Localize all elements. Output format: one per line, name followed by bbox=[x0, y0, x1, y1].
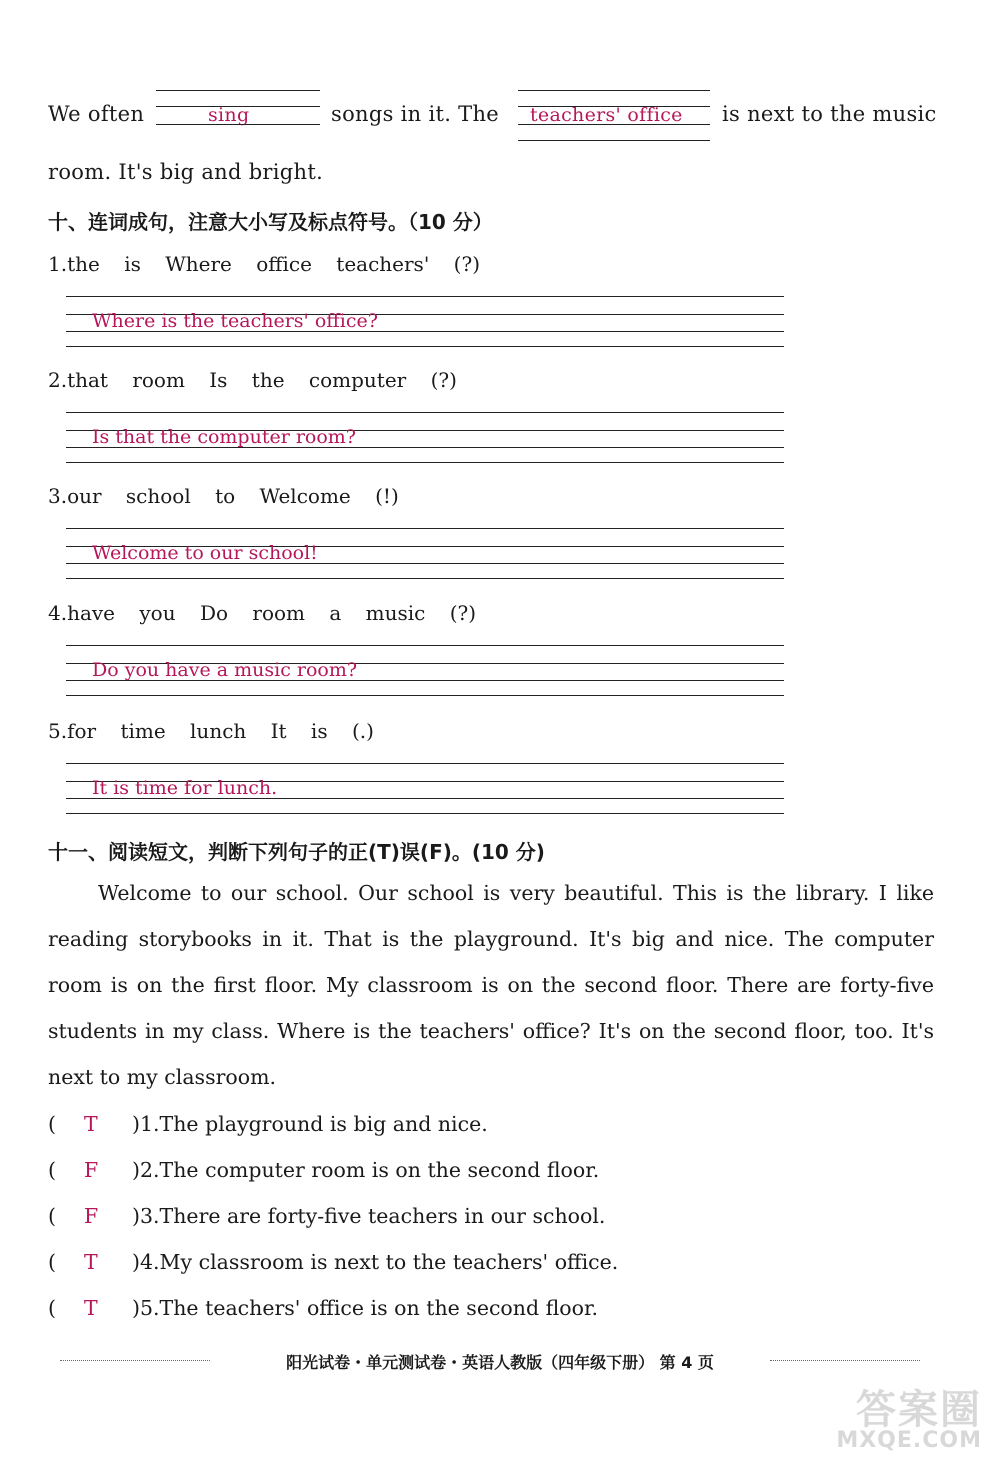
writing-line bbox=[66, 813, 784, 814]
tf-answer-3: F bbox=[84, 1204, 99, 1228]
writing-line bbox=[66, 563, 784, 564]
section10-answer-5: It is time for lunch. bbox=[92, 777, 278, 799]
tf-answer-5: T bbox=[84, 1296, 98, 1320]
tf-item-1 bbox=[48, 1112, 488, 1136]
tf-text-3: )3.There are forty-five teachers in our school. bbox=[132, 1204, 606, 1228]
page-footer: 阳光试卷・单元测试卷・英语人教版（四年级下册） 第 4 页 bbox=[286, 1353, 714, 1372]
footer-dots-right bbox=[770, 1360, 920, 1361]
writing-line bbox=[66, 578, 784, 579]
blank1-base-line bbox=[156, 124, 320, 125]
top-text-part2: songs in it. The bbox=[331, 102, 500, 126]
top-text-line2: room. It's big and bright. bbox=[48, 160, 324, 184]
section10-prompt-2: 2.that room Is the computer (?) bbox=[48, 368, 457, 392]
section10-prompt-1: 1.the is Where office teachers' (?) bbox=[48, 252, 481, 276]
tf-paren: ( T bbox=[48, 1250, 98, 1274]
tf-paren: ( F bbox=[48, 1158, 99, 1182]
section11-heading: 十一、阅读短文，判断下列句子的正(T)误(F)。(10 分) bbox=[48, 840, 545, 864]
tf-item-5 bbox=[48, 1296, 598, 1320]
writing-line bbox=[66, 462, 784, 463]
section10-answer-1: Where is the teachers' office? bbox=[92, 310, 378, 332]
tf-item-2 bbox=[48, 1158, 599, 1182]
tf-text-4: )4.My classroom is next to the teachers' office. bbox=[132, 1250, 619, 1274]
section10-prompt-3: 3.our school to Welcome (!) bbox=[48, 484, 399, 508]
section10-heading: 十、连词成句，注意大小写及标点符号。（10 分） bbox=[48, 210, 493, 234]
watermark-url: MXQE.COM bbox=[836, 1428, 982, 1453]
blank1-answer: sing bbox=[208, 104, 250, 126]
blank1-top-line bbox=[156, 90, 320, 91]
tf-item-4 bbox=[48, 1250, 618, 1274]
writing-line bbox=[66, 680, 784, 681]
writing-line bbox=[66, 346, 784, 347]
writing-line bbox=[66, 763, 784, 764]
tf-paren: ( T bbox=[48, 1112, 98, 1136]
watermark-logo: 答案圈 bbox=[856, 1387, 982, 1433]
blank2-answer: teachers' office bbox=[530, 104, 683, 126]
writing-line bbox=[66, 695, 784, 696]
writing-line bbox=[66, 798, 784, 799]
tf-answer-1: T bbox=[84, 1112, 98, 1136]
section10-answer-3: Welcome to our school! bbox=[92, 542, 318, 564]
writing-line bbox=[66, 528, 784, 529]
blank2-bottom-line bbox=[518, 140, 710, 141]
blank2-base-line bbox=[518, 124, 710, 125]
writing-line bbox=[66, 645, 784, 646]
tf-text-1: )1.The playground is big and nice. bbox=[132, 1112, 488, 1136]
section10-prompt-4: 4.have you Do room a music (?) bbox=[48, 601, 477, 625]
tf-answer-4: T bbox=[84, 1250, 98, 1274]
writing-line bbox=[66, 447, 784, 448]
tf-paren: ( F bbox=[48, 1204, 99, 1228]
tf-paren: ( T bbox=[48, 1296, 98, 1320]
blank2-top-line bbox=[518, 90, 710, 91]
writing-line bbox=[66, 331, 784, 332]
writing-line bbox=[66, 412, 784, 413]
tf-text-2: )2.The computer room is on the second floor. bbox=[132, 1158, 600, 1182]
top-text-part1: We often bbox=[48, 102, 145, 126]
top-text-part3: is next to the music bbox=[722, 102, 937, 126]
section10-answer-2: Is that the computer room? bbox=[92, 426, 356, 448]
tf-text-5: )5.The teachers' office is on the second floor. bbox=[132, 1296, 599, 1320]
tf-answer-2: F bbox=[84, 1158, 99, 1182]
reading-passage: Welcome to our school. Our school is very beautiful. This is the library. I like reading storybooks in it. That is the playground. It's big and nice. The computer room is on the first floor. My classroom is on the second floor. There are forty-five students in my class. Where is the teachers' office? It's on the second floor, too. It's next to my classroom. bbox=[48, 881, 934, 1089]
section10-prompt-5: 5.for time lunch It is (.) bbox=[48, 719, 374, 743]
section10-answer-4: Do you have a music room? bbox=[92, 659, 358, 681]
tf-item-3 bbox=[48, 1204, 605, 1228]
writing-line bbox=[66, 296, 784, 297]
